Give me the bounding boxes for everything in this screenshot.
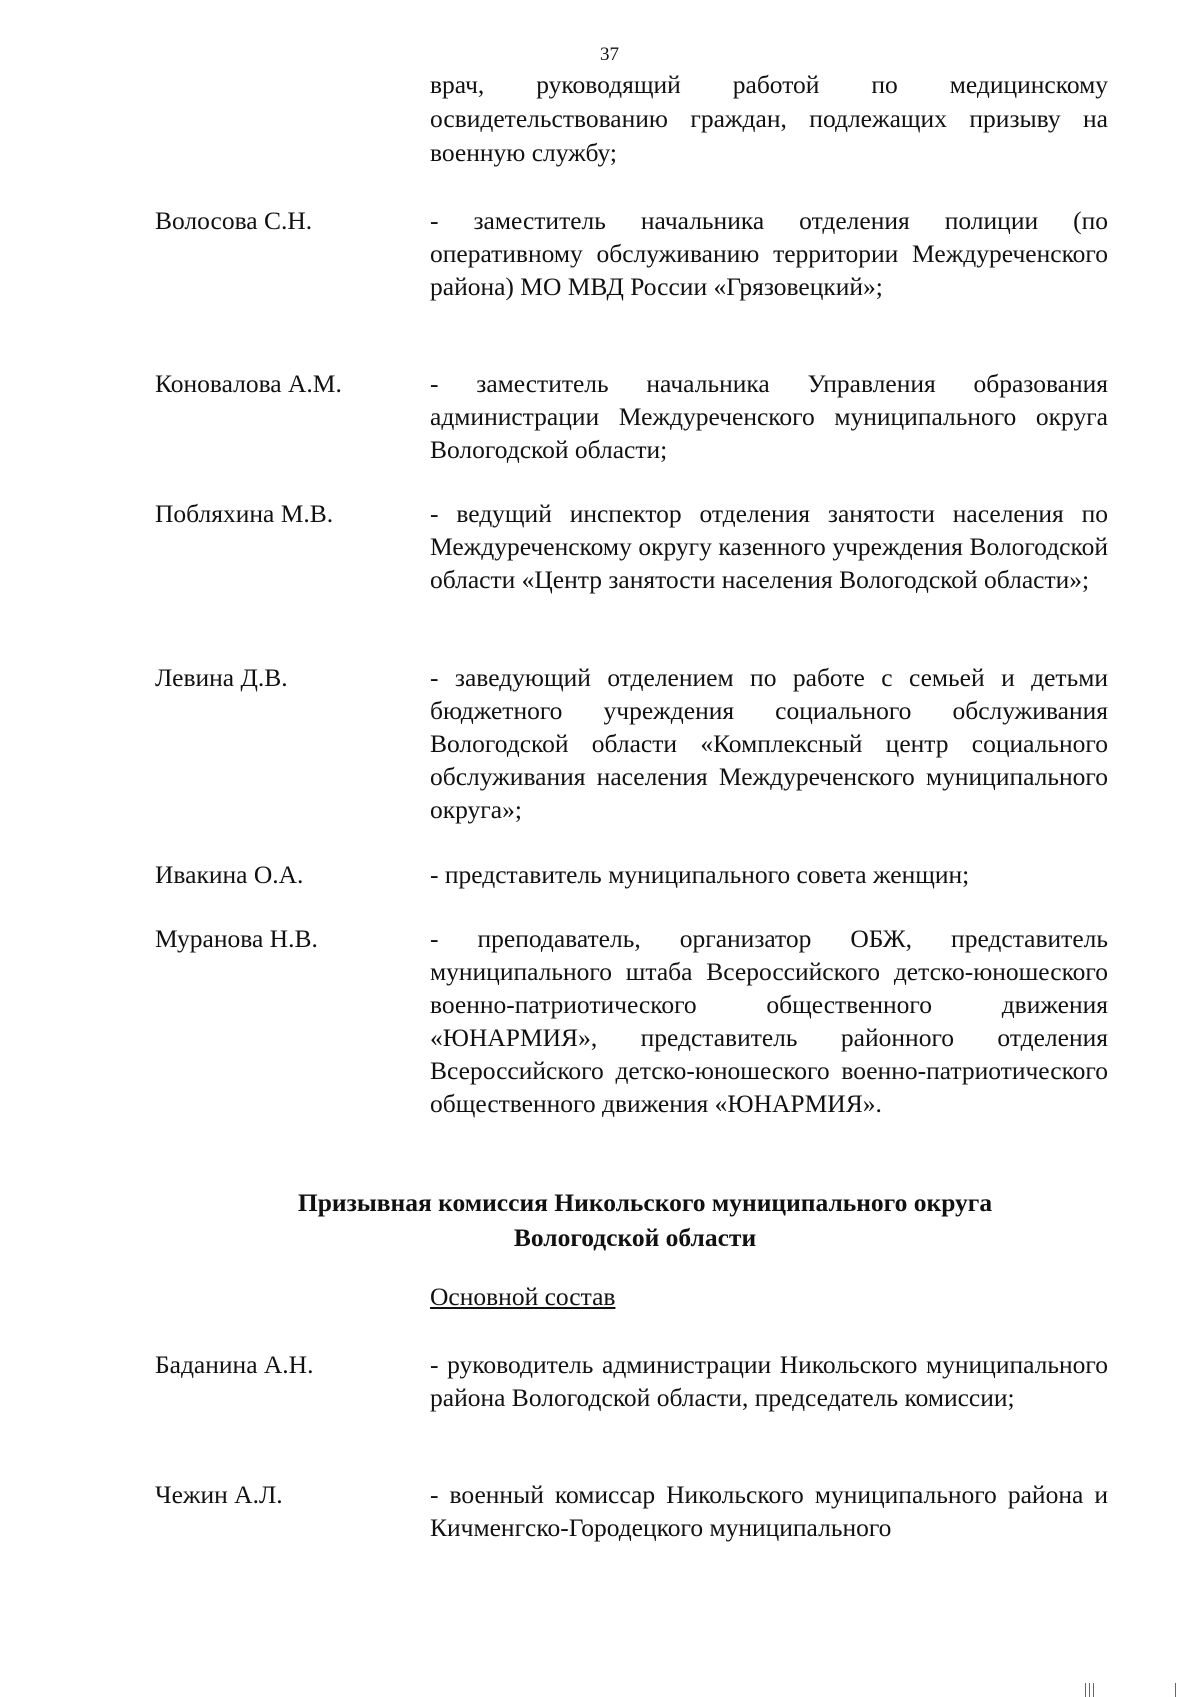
page-number: 37	[600, 44, 619, 65]
section-title-line: Вологодской области	[513, 1223, 757, 1252]
member-role: - представитель муниципального совета женщин;	[430, 860, 970, 889]
member-role: - преподаватель, организатор ОБЖ, представитель муниципального штаба Всероссийского детско-юношеского военно-патриотического общественного движения «ЮНАРМИЯ», представитель районного отделения Всероссийского детско-юношеского военно-патриотического общественного движения «ЮНАРМИЯ».	[430, 924, 1108, 1118]
member-name: Ивакина О.А.	[155, 860, 304, 889]
member-name: Побляхина М.В.	[155, 499, 334, 528]
section-title-line: Призывная комиссия Никольского муниципального округа	[297, 1188, 993, 1217]
subsection-heading: Основной состав	[430, 1282, 616, 1311]
member-role: - ведущий инспектор отделения занятости населения по Междуреченскому округу казенного учреждения Вологодской области «Центр занятости населения Вологодской области»;	[430, 499, 1108, 594]
member-role: - заместитель начальника Управления образования администрации Междуреченского муниципального округа Вологодской области;	[430, 369, 1108, 464]
member-role: - руководитель администрации Никольского муниципального района Вологодской области, председатель комиссии;	[430, 1350, 1108, 1412]
member-name: Волосова С.Н.	[155, 206, 313, 235]
scan-mark	[1093, 1683, 1094, 1697]
member-role: - заведующий отделением по работе с семьей и детьми бюджетного учреждения социального обслуживания Вологодской области «Комплексный центр социального обслуживания населения Междуреченского муниципального округа»;	[430, 663, 1108, 824]
scan-mark	[1085, 1683, 1086, 1697]
member-role: - военный комиссар Никольского муниципального района и Кичменгско-Городецкого муниципального	[430, 1480, 1108, 1542]
intro-paragraph: врач, руководящий работой по медицинскому освидетельствованию граждан, подлежащих призыву на военную службу;	[430, 70, 1108, 167]
section-title	[0, 1185, 1200, 1255]
member-name: Левина Д.В.	[155, 663, 288, 692]
member-name: Баданина А.Н.	[155, 1350, 314, 1379]
scan-mark	[1089, 1683, 1090, 1697]
scan-mark	[1175, 1683, 1176, 1697]
member-name: Муранова Н.В.	[155, 924, 318, 953]
member-name: Коновалова А.М.	[155, 369, 342, 398]
member-name: Чежин А.Л.	[155, 1480, 283, 1509]
member-role: - заместитель начальника отделения полиции (по оперативному обслуживанию территории Междуреченского района) МО МВД России «Грязовецкий»;	[430, 206, 1108, 301]
